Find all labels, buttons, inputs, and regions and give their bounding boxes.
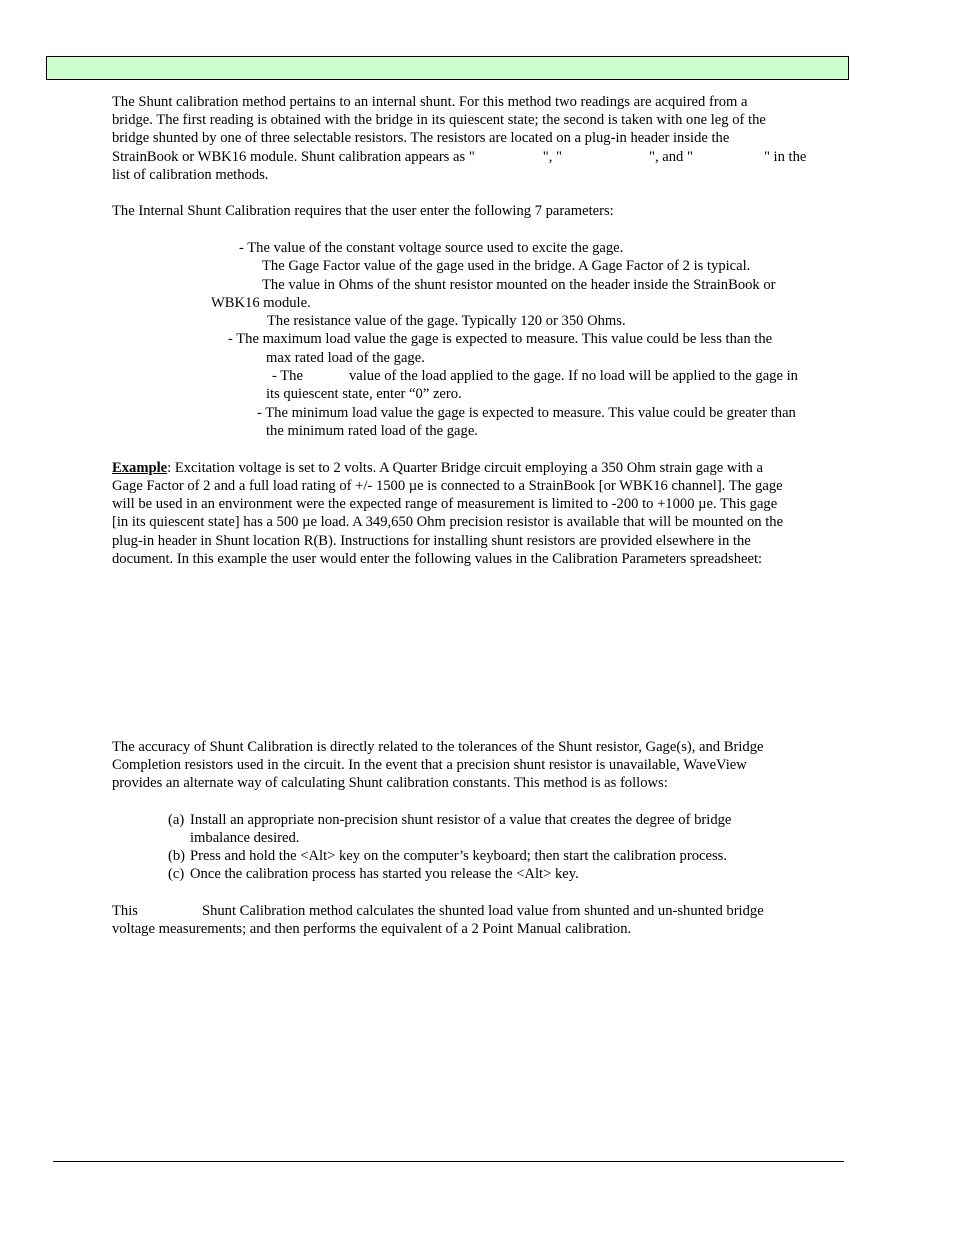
intro-line-1: The Shunt calibration method pertains to an internal shunt. For this method two readings are acquired from a xyxy=(112,94,748,110)
param-excitation: - The value of the constant voltage source used to excite the gage. xyxy=(239,240,624,256)
step-c-text: Once the calibration process has started you release the <Alt> key. xyxy=(190,866,579,882)
param-gage-factor: The Gage Factor value of the gage used in the bridge. A Gage Factor of 2 is typical. xyxy=(262,258,751,274)
step-a-marker: (a) xyxy=(168,812,185,828)
param-initial-load-prefix: - The xyxy=(272,368,303,384)
example-line-2: Gage Factor of 2 and a full load rating of +/- 1500 µe is connected to a StrainBook [or WBK16 channel]. The gage xyxy=(112,478,783,494)
accuracy-line-3: provides an alternate way of calculating Shunt calibration constants. This method is as follows: xyxy=(112,775,668,791)
intro-line-4-part-d: " in the xyxy=(763,149,807,165)
param-initial-load-cont: its quiescent state, enter “0” zero. xyxy=(266,386,462,402)
intro-line-4-part-b: ", " xyxy=(542,149,562,165)
intro-line-3: bridge shunted by one of three selectable resistors. The resistors are located on a plug-in header inside the xyxy=(112,130,730,146)
intro-line-2: bridge. The first reading is obtained with the bridge in its quiescent state; the second is taken with one leg of the xyxy=(112,112,766,128)
accuracy-line-2: Completion resistors used in the circuit. In the event that a precision shunt resistor is unavailable, WaveView xyxy=(112,757,747,773)
closing-line-1-a: This xyxy=(112,903,138,919)
step-b xyxy=(168,847,727,865)
step-a-cont: imbalance desired. xyxy=(190,830,300,846)
param-initial-load xyxy=(272,367,798,385)
param-max-load-cont: max rated load of the gage. xyxy=(266,350,425,366)
closing-line-1-b: Shunt Calibration method calculates the shunted load value from shunted and un-shunted bridge xyxy=(201,903,764,919)
step-c-marker: (c) xyxy=(168,866,185,882)
example-line-4: [in its quiescent state] has a 500 µe load. A 349,650 Ohm precision resistor is available that will be mounted on the xyxy=(112,514,784,530)
step-b-marker: (b) xyxy=(168,848,186,864)
step-a xyxy=(168,811,731,829)
intro-line-4-part-c: ", and " xyxy=(649,149,693,165)
step-b-text: Press and hold the <Alt> key on the computer’s keyboard; then start the calibration process. xyxy=(190,848,727,864)
intro-line-4 xyxy=(112,148,806,166)
step-a-text: Install an appropriate non-precision shunt resistor of a value that creates the degree of bridge xyxy=(190,812,732,828)
param-shunt-value: The value in Ohms of the shunt resistor mounted on the header inside the StrainBook or xyxy=(262,277,776,293)
example-line-6: document. In this example the user would enter the following values in the Calibration Parameters spreadsheet: xyxy=(112,551,763,567)
footer-divider xyxy=(53,1161,844,1162)
example-label: Example xyxy=(112,460,168,476)
example-line-1 xyxy=(112,459,763,477)
param-min-load: - The minimum load value the gage is expected to measure. This value could be greater than xyxy=(257,405,796,421)
section-header-bar xyxy=(46,56,849,80)
intro-line-5: list of calibration methods. xyxy=(112,167,269,183)
param-shunt-value-cont: WBK16 module. xyxy=(211,295,311,311)
step-c xyxy=(168,865,579,883)
accuracy-line-1: The accuracy of Shunt Calibration is directly related to the tolerances of the Shunt resistor, Gage(s), and Bridge xyxy=(112,739,764,755)
closing-line-1 xyxy=(112,902,764,920)
param-gage-resistance: The resistance value of the gage. Typically 120 or 350 Ohms. xyxy=(267,313,626,329)
example-line-3: will be used in an environment were the expected range of measurement is limited to -200 to +1000 µe. This gage xyxy=(112,496,778,512)
param-min-load-cont: the minimum rated load of the gage. xyxy=(266,423,478,439)
param-initial-load-text: value of the load applied to the gage. If no load will be applied to the gage in xyxy=(348,368,798,384)
closing-line-2: voltage measurements; and then performs the equivalent of a 2 Point Manual calibration. xyxy=(112,921,632,937)
param-max-load: - The maximum load value the gage is expected to measure. This value could be less than the xyxy=(228,331,773,347)
intro-line-4-part-a: StrainBook or WBK16 module. Shunt calibration appears as " xyxy=(112,149,475,165)
example-line-1-text: : Excitation voltage is set to 2 volts. A Quarter Bridge circuit employing a 350 Ohm strain gage with a xyxy=(167,460,763,476)
example-line-5: plug-in header in Shunt location R(B). Instructions for installing shunt resistors are provided elsewhere in the xyxy=(112,533,751,549)
params-intro: The Internal Shunt Calibration requires that the user enter the following 7 parameters: xyxy=(112,203,614,219)
